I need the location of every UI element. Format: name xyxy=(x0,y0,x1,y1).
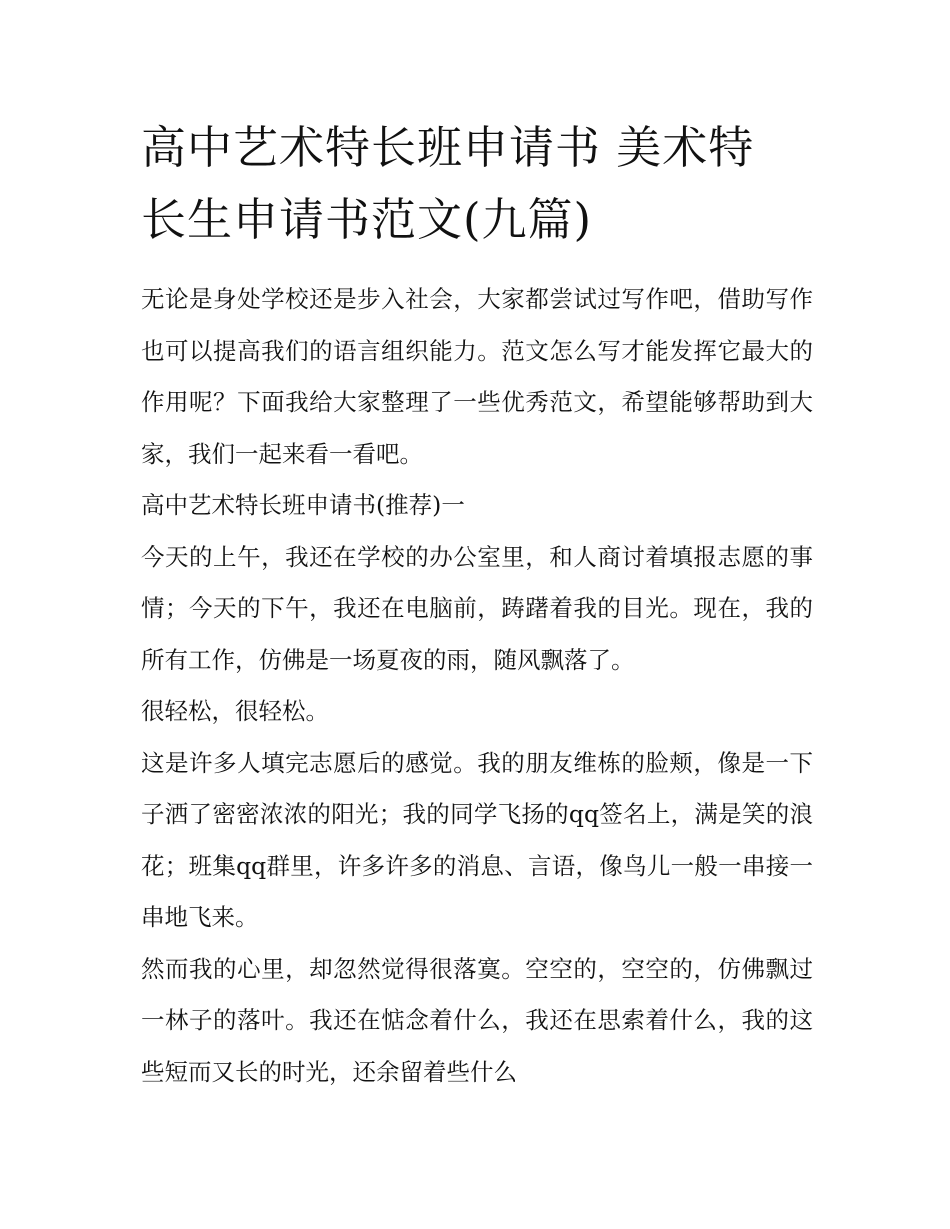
body-paragraph: 然而我的心里，却忽然觉得很落寞。空空的，空空的，仿佛飘过一林子的落叶。我还在惦念着什么，我还在思索着什么，我的这些短而又长的时光，还余留着些什么 xyxy=(141,954,813,1086)
paragraph-list xyxy=(141,274,813,1098)
document-body xyxy=(141,112,813,1098)
intro-paragraph: 无论是身处学校还是步入社会，大家都尝试过写作吧，借助写作也可以提高我们的语言组织能力。范文怎么写才能发挥它最大的作用呢？下面我给大家整理了一些优秀范文，希望能够帮助到大家，我们一起来看一看吧。 xyxy=(141,285,813,468)
title-line-2: 长生申请书范文(九篇) xyxy=(141,193,593,246)
title-line-1: 高中艺术特长班申请书 美术特 xyxy=(141,121,755,174)
section-heading: 高中艺术特长班申请书(推荐)一 xyxy=(141,491,465,519)
document-title xyxy=(141,112,813,256)
body-paragraph: 今天的上午，我还在学校的办公室里，和人商讨着填报志愿的事情；今天的下午，我还在电脑前，踌躇着我的目光。现在，我的所有工作，仿佛是一场夏夜的雨，随风飘落了。 xyxy=(141,542,813,674)
body-paragraph: 很轻松，很轻松。 xyxy=(141,697,329,725)
body-paragraph: 这是许多人填完志愿后的感觉。我的朋友维栋的脸颊，像是一下子洒了密密浓浓的阳光；我的同学飞扬的qq签名上，满是笑的浪花；班集qq群里，许多许多的消息、言语，像鸟儿一般一串接一串地飞来。 xyxy=(141,748,813,931)
